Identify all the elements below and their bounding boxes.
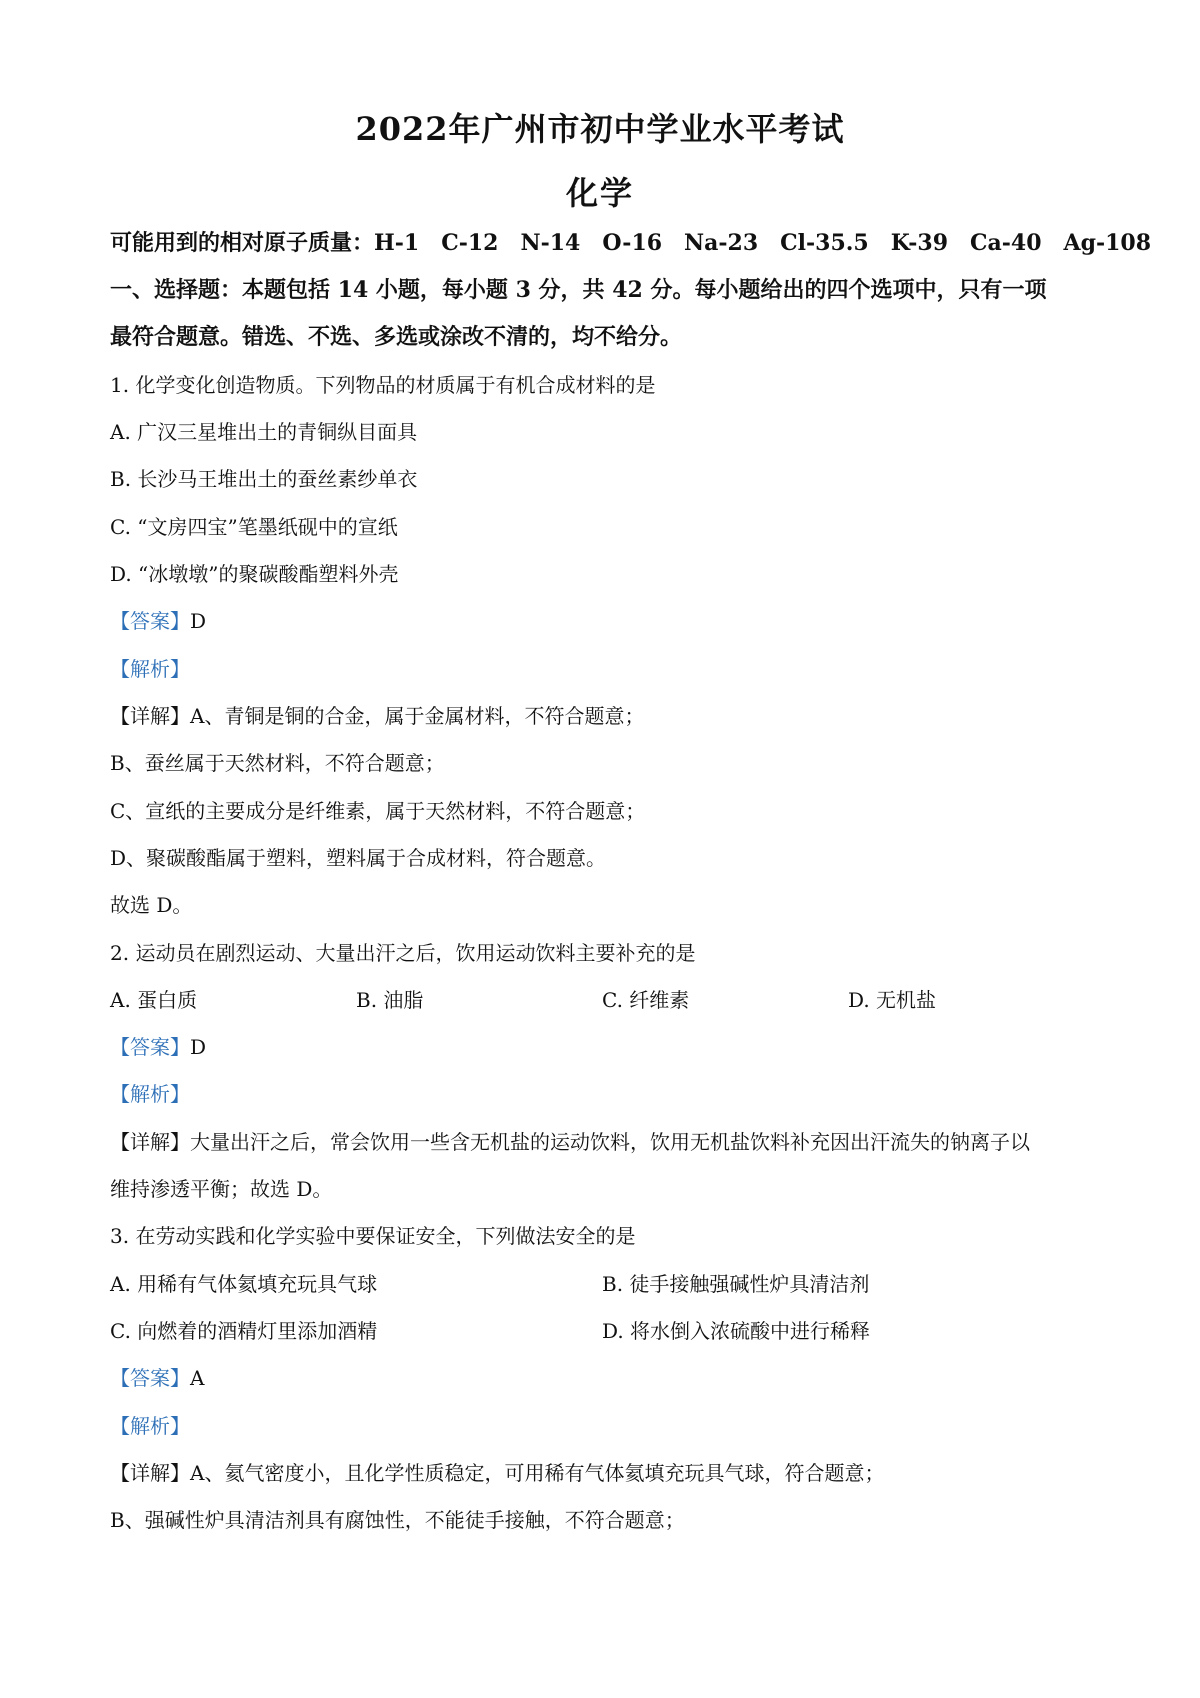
question-1-analysis-tag: 【解析】 [110, 657, 190, 681]
question-2-option-a: A. 蛋白质 [110, 988, 198, 1012]
detail-tag: 【详解】 [110, 1461, 190, 1485]
question-2-detail-row-1 [110, 1129, 1030, 1155]
question-1-detail-1: A、青铜是铜的合金，属于金属材料，不符合题意； [190, 704, 645, 728]
question-1-option-a: A. 广汉三星堆出土的青铜纵目面具 [110, 420, 418, 444]
question-3-option-d: D. 将水倒入浓硫酸中进行稀释 [602, 1319, 871, 1343]
question-1-option-d: D. “冰墩墩”的聚碳酸酯塑料外壳 [110, 562, 399, 586]
question-3-answer-row [110, 1365, 204, 1391]
question-1-option-c: C. “文房四宝”笔墨纸砚中的宣纸 [110, 515, 398, 539]
answer-tag: 【答案】 [110, 1366, 190, 1390]
question-2-option-d: D. 无机盐 [848, 988, 937, 1012]
question-2-analysis-tag: 【解析】 [110, 1082, 190, 1106]
exam-title: 2022年广州市初中学业水平考试 [355, 110, 845, 148]
question-2-option-c: C. 纤维素 [602, 988, 690, 1012]
question-3-answer: A [190, 1366, 205, 1390]
question-1-conclusion: 故选 D。 [110, 893, 193, 917]
detail-tag: 【详解】 [110, 1130, 190, 1154]
question-2-detail-1: 大量出汗之后，常会饮用一些含无机盐的运动饮料，饮用无机盐饮料补充因出汗流失的钠离子以 [190, 1130, 1030, 1154]
question-3-detail-row-1 [110, 1460, 884, 1486]
question-2-option-b: B. 油脂 [356, 988, 424, 1012]
question-3-option-b: B. 徒手接触强碱性炉具清洁剂 [602, 1272, 870, 1296]
question-3-detail-1: A、氦气密度小，且化学性质稳定，可用稀有气体氦填充玩具气球，符合题意； [190, 1461, 885, 1485]
answer-tag: 【答案】 [110, 609, 190, 633]
question-3-analysis-tag: 【解析】 [110, 1414, 190, 1438]
section-instructions-line2: 最符合题意。错选、不选、多选或涂改不清的，均不给分。 [110, 324, 683, 350]
question-1-detail-2: B、蚕丝属于天然材料，不符合题意； [110, 751, 445, 775]
section-instructions-line1: 一、选择题：本题包括 14 小题，每小题 3 分，共 42 分。每小题给出的四个选项中，只有一项 [110, 277, 1047, 303]
detail-tag: 【详解】 [110, 704, 190, 728]
question-1-option-b: B. 长沙马王堆出土的蚕丝素纱单衣 [110, 467, 418, 491]
question-1-detail-3: C、宣纸的主要成分是纤维素，属于天然材料，不符合题意； [110, 799, 646, 823]
question-2-answer: D [190, 1035, 207, 1059]
question-1-answer-row [110, 608, 206, 634]
answer-tag: 【答案】 [110, 1035, 190, 1059]
question-3-option-a: A. 用稀有气体氦填充玩具气球 [110, 1272, 378, 1296]
question-2-answer-row [110, 1034, 206, 1060]
atomic-masses-line: 可能用到的相对原子质量：H-1 C-12 N-14 O-16 Na-23 Cl-35.5 K-39 Ca-40 Ag-108 [110, 230, 1152, 256]
question-1-stem: 1. 化学变化创造物质。下列物品的材质属于有机合成材料的是 [110, 373, 656, 397]
question-1-detail-row-1 [110, 703, 644, 729]
question-1-answer: D [190, 609, 207, 633]
subject-title: 化学 [565, 174, 634, 212]
question-2-detail-2: 维持渗透平衡；故选 D。 [110, 1177, 333, 1201]
question-2-stem: 2. 运动员在剧烈运动、大量出汗之后，饮用运动饮料主要补充的是 [110, 941, 696, 965]
question-3-option-c: C. 向燃着的酒精灯里添加酒精 [110, 1319, 378, 1343]
question-3-stem: 3. 在劳动实践和化学实验中要保证安全，下列做法安全的是 [110, 1224, 636, 1248]
question-3-detail-2: B、强碱性炉具清洁剂具有腐蚀性，不能徒手接触，不符合题意； [110, 1508, 685, 1532]
question-1-detail-4: D、聚碳酸酯属于塑料，塑料属于合成材料，符合题意。 [110, 846, 607, 870]
